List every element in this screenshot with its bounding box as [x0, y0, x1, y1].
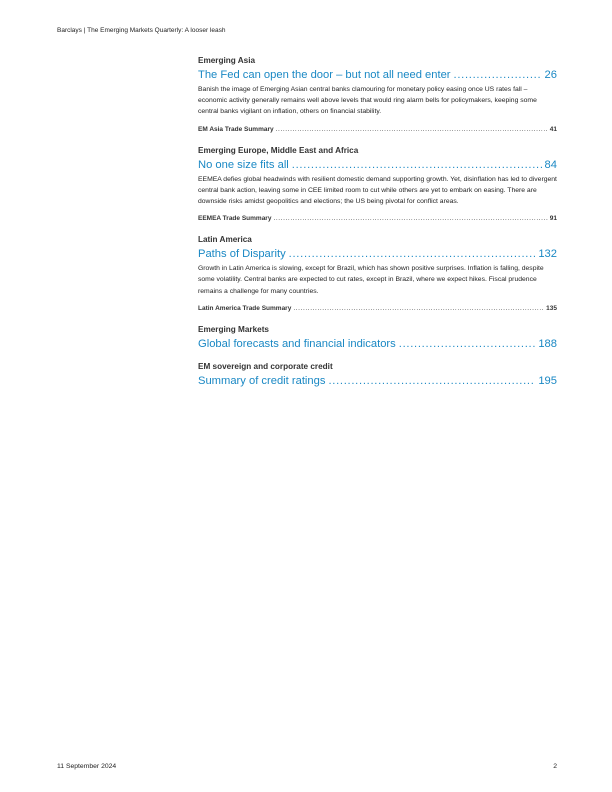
trade-summary-label[interactable]: EM Asia Trade Summary: [198, 125, 274, 133]
page-header: Barclays | The Emerging Markets Quarterly: A looser leash: [57, 27, 226, 34]
toc-section-emerging-asia: [198, 55, 557, 136]
trade-summary-label[interactable]: Latin America Trade Summary: [198, 304, 292, 312]
toc-entry-page[interactable]: 132: [538, 248, 557, 261]
section-label: EM sovereign and corporate credit: [198, 361, 333, 371]
toc-entry-page[interactable]: 26: [544, 69, 557, 81]
dot-leader: [454, 67, 542, 83]
dot-leader: [289, 246, 536, 262]
trade-summary-link[interactable]: [198, 124, 557, 136]
trade-summary-page[interactable]: 135: [546, 304, 557, 312]
section-label: Emerging Markets: [198, 324, 269, 334]
table-of-contents: [198, 55, 557, 398]
dot-leader: [328, 373, 535, 389]
dot-leader: [293, 303, 544, 315]
footer-date: 11 September 2024: [57, 763, 117, 770]
section-label: Latin America: [198, 235, 252, 245]
section-label: Emerging Asia: [198, 56, 256, 65]
trade-summary-link[interactable]: [198, 213, 557, 225]
section-description: Banish the image of Emerging Asian central banks clamouring for monetary policy easing once US rates fall – economic activity generally remains well above levels that would ring alarm bells for policymakers, keeping some central banks vigilant on inflation, others on financial stability.: [198, 86, 537, 116]
toc-entry-title[interactable]: Global forecasts and financial indicators: [198, 337, 396, 350]
section-label: Emerging Europe, Middle East and Africa: [198, 145, 359, 155]
toc-entry-title[interactable]: Paths of Disparity: [198, 248, 286, 261]
dot-leader: [292, 157, 542, 173]
toc-section-eemea: [198, 145, 557, 226]
toc-section-latin-america: [198, 234, 557, 315]
toc-entry-title[interactable]: Summary of credit ratings: [198, 374, 326, 387]
toc-section-emerging-markets: [198, 324, 557, 352]
toc-entry-title[interactable]: The Fed can open the door – but not all need enter: [198, 69, 451, 81]
trade-summary-page[interactable]: 41: [549, 125, 557, 133]
toc-entry-page[interactable]: 195: [538, 374, 557, 387]
toc-entry-page[interactable]: 188: [538, 337, 557, 350]
toc-entry-page[interactable]: 84: [544, 158, 557, 171]
section-description: EEMEA defies global headwinds with resilient domestic demand supporting growth. Yet, disinflation has led to divergent central bank action, leaving some in CEE limited room to cut while others are yet to embark on easing. There are downside risks amidst geopolitics and elections; the US being pivotal for conflict areas.: [198, 175, 557, 206]
toc-entry-title[interactable]: No one size fits all: [198, 158, 289, 171]
toc-section-credit: [198, 361, 557, 389]
toc-entry-link[interactable]: [198, 373, 557, 389]
trade-summary-link[interactable]: [198, 303, 557, 315]
footer-page-number: 2: [553, 763, 557, 770]
dot-leader: [276, 124, 548, 136]
toc-entry-link[interactable]: [198, 67, 557, 83]
toc-entry-link[interactable]: [198, 336, 557, 352]
section-description: Growth in Latin America is slowing, except for Brazil, which has shown positive surprises. Inflation is falling, despite some volatility. Central banks are expected to cut rates, except in Brazil, where we expect hikes. Fiscal prudence remains a challenge for many countries.: [198, 265, 544, 295]
trade-summary-page[interactable]: 91: [549, 215, 557, 223]
toc-entry-link[interactable]: [198, 246, 557, 262]
dot-leader: [273, 213, 547, 225]
trade-summary-label[interactable]: EEMEA Trade Summary: [198, 215, 272, 223]
toc-entry-link[interactable]: [198, 157, 557, 173]
dot-leader: [399, 336, 536, 352]
